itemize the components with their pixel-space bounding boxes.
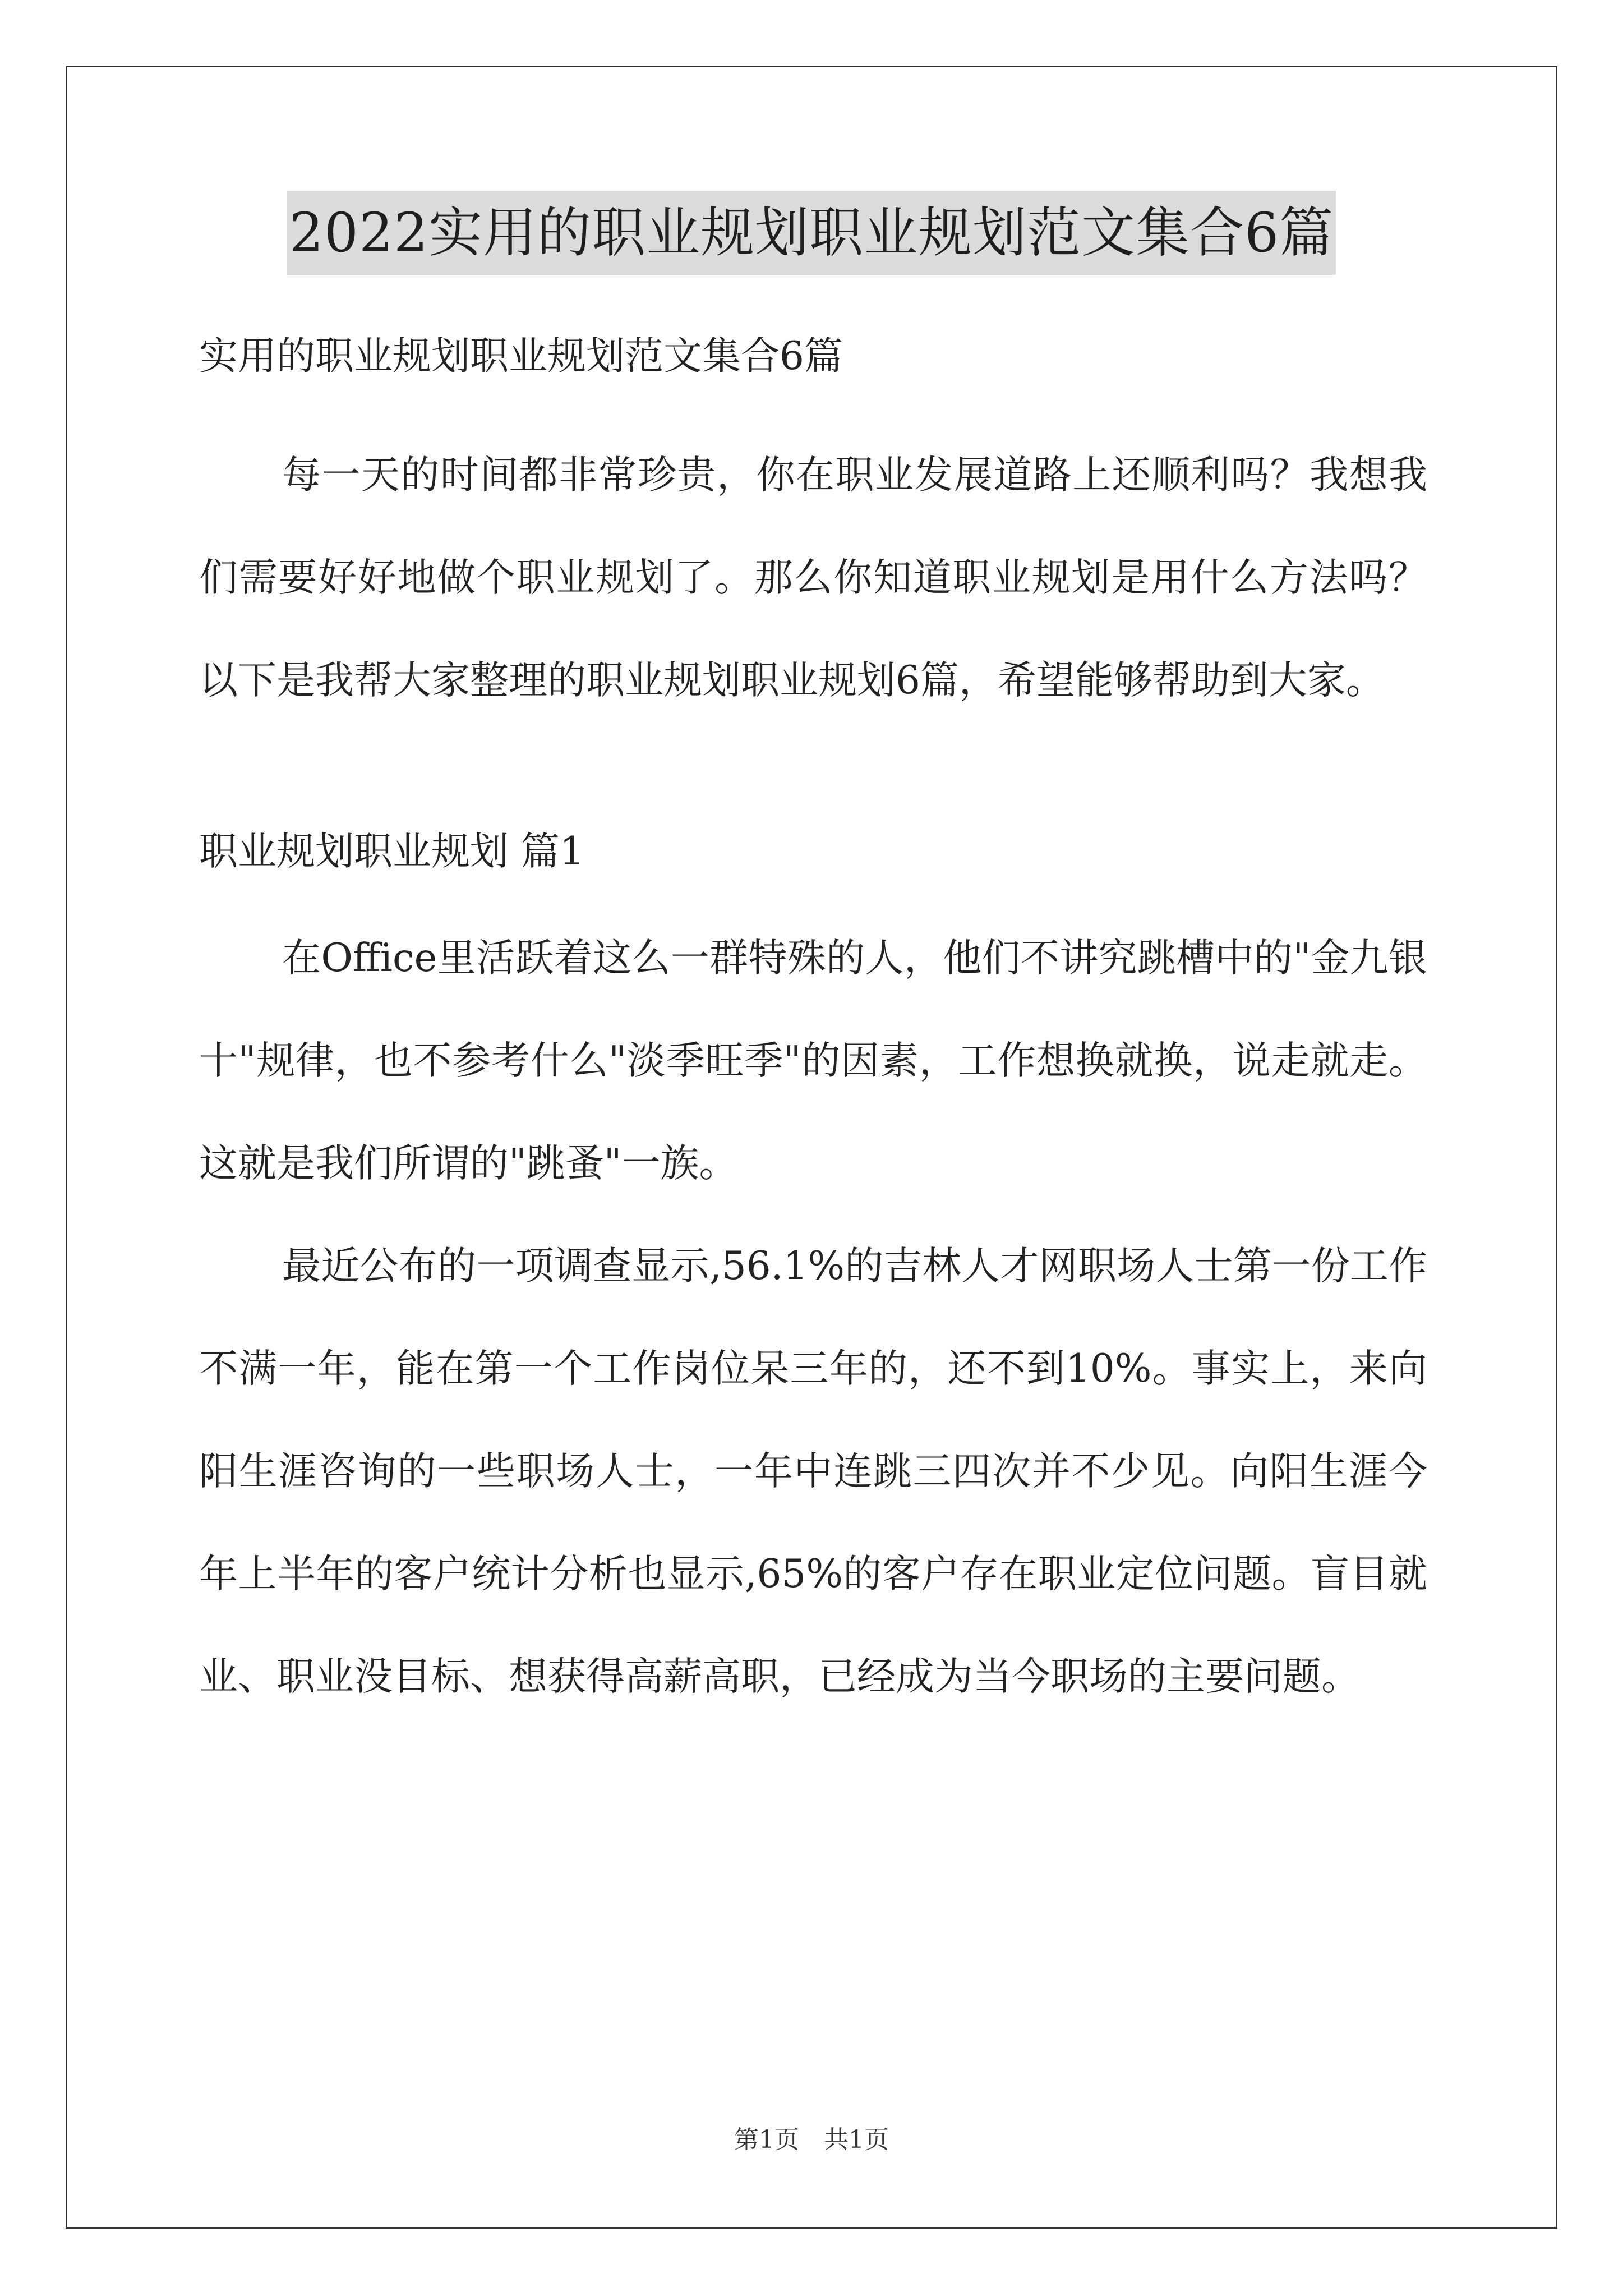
section-heading: 职业规划职业规划 篇1 <box>199 829 584 874</box>
document-title: 2022实用的职业规划职业规划范文集合6篇 <box>287 191 1336 275</box>
title-container <box>66 191 1557 275</box>
intro-paragraph: 每一天的时间都非常珍贵，你在职业发展道路上还顺利吗？我想我们需要好好地做个职业规划了。那么你知道职业规划是用什么方法吗？以下是我帮大家整理的职业规划职业规划6篇，希望能够帮助到大家。 <box>199 453 1427 703</box>
document-subtitle: 实用的职业规划职业规划范文集合6篇 <box>199 334 843 379</box>
body-paragraph: 在Office里活跃着这么一群特殊的人，他们不讲究跳槽中的"金九银十"规律，也不参考什么"淡季旺季"的因素，工作想换就换，说走就走。这就是我们所谓的"跳蚤"一族。 <box>199 936 1427 1186</box>
page-footer: 第1页 共1页 <box>734 2125 889 2154</box>
body-paragraph: 最近公布的一项调查显示,56.1%的吉林人才网职场人士第一份工作不满一年，能在第一个工作岗位呆三年的，还不到10%。事实上，来向阳生涯咨询的一些职场人士，一年中连跳三四次并不少见。向阳生涯今年上半年的客户统计分析也显示,65%的客户存在职业定位问题。盲目就业、职业没目标、想获得高薪高职，已经成为当今职场的主要问题。 <box>199 1244 1427 1699</box>
document-body <box>199 314 1427 1728</box>
